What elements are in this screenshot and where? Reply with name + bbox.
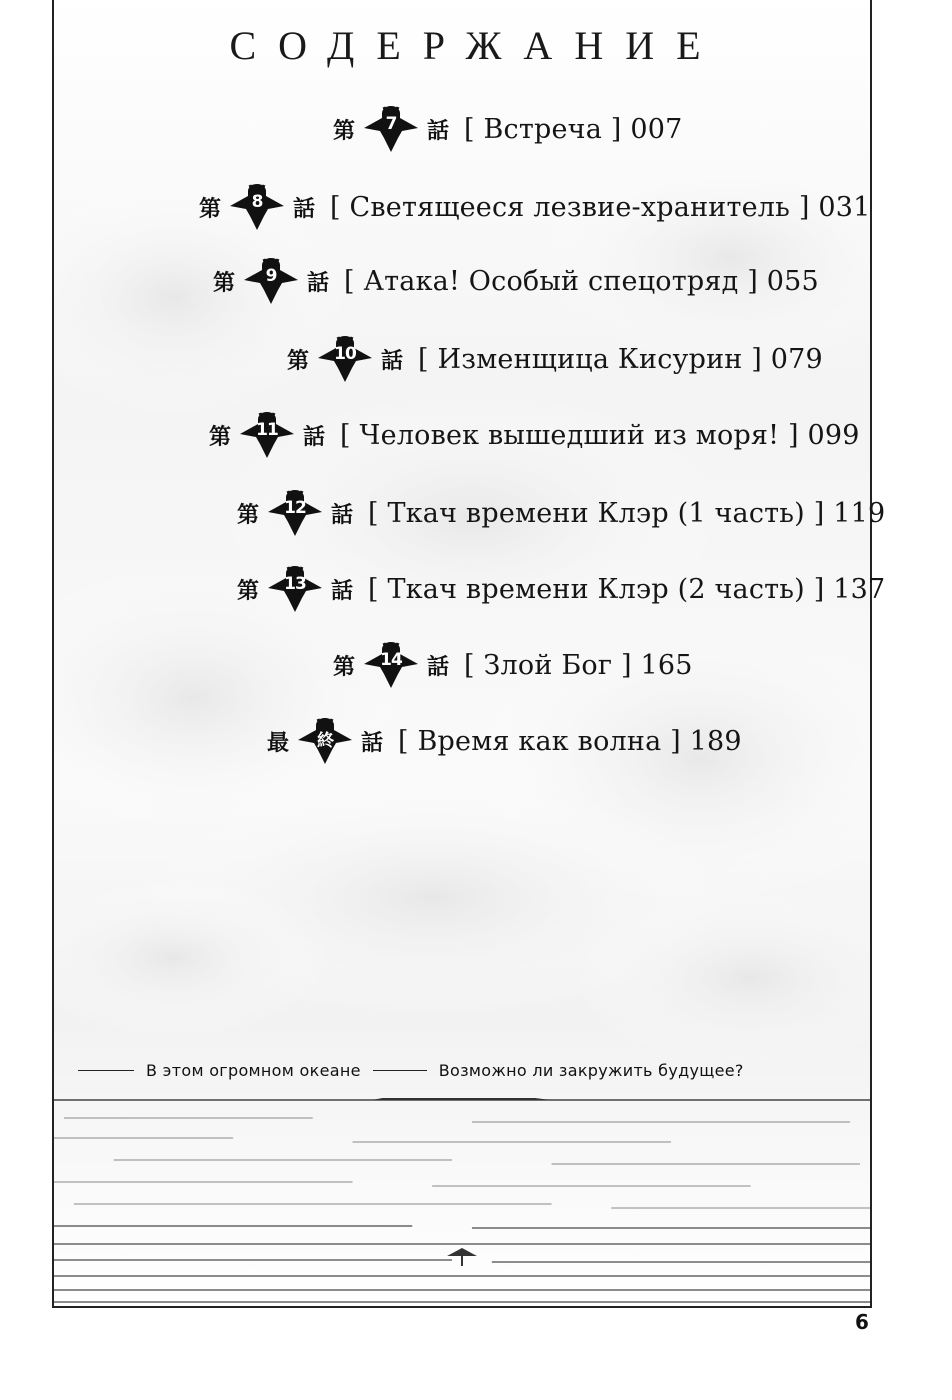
chapter-prefix: 第 xyxy=(332,654,355,680)
chapter-title: [ Атака! Особый спецотряд ] 055 xyxy=(344,265,819,297)
chapter-number: 9 xyxy=(265,266,277,286)
toc-item xyxy=(236,564,885,614)
chapter-number: 終 xyxy=(317,731,333,751)
bird-silhouette-icon xyxy=(362,640,420,690)
chapter-prefix: 第 xyxy=(236,502,259,528)
sea-horizon xyxy=(54,1098,870,1308)
chapter-title: [ Светящееся лезвие-хранитель ] 031 xyxy=(330,191,871,223)
bird-silhouette-icon xyxy=(316,334,374,384)
chapter-title: [ Время как волна ] 189 xyxy=(398,725,742,757)
bird-silhouette-icon xyxy=(228,182,286,232)
chapter-suffix: 話 xyxy=(360,730,383,756)
chapter-prefix: 第 xyxy=(212,270,235,296)
chapter-number: 13 xyxy=(284,574,306,594)
chapter-title: [ Злой Бог ] 165 xyxy=(464,649,693,681)
chapter-number: 12 xyxy=(284,498,306,518)
chapter-suffix: 話 xyxy=(292,196,315,222)
tagline-part2: Возможно ли закружить будущее? xyxy=(438,1060,744,1080)
chapter-suffix: 話 xyxy=(330,578,353,604)
bird-silhouette-icon xyxy=(238,410,296,460)
chapter-prefix: 第 xyxy=(208,424,231,450)
chapter-prefix: 最 xyxy=(266,730,289,756)
chapter-prefix: 第 xyxy=(236,578,259,604)
tagline-part1: В этом огромном океане xyxy=(146,1060,361,1080)
chapter-suffix: 話 xyxy=(306,270,329,296)
chapter-number: 10 xyxy=(334,344,356,364)
bird-silhouette-icon xyxy=(362,104,420,154)
chapter-suffix: 話 xyxy=(426,654,449,680)
page-title: СОДЕРЖАНИЕ xyxy=(229,23,723,68)
toc-item xyxy=(266,716,742,766)
chapter-title: [ Человек вышедший из моря! ] 099 xyxy=(340,419,860,451)
chapter-title: [ Изменщица Кисурин ] 079 xyxy=(418,343,823,375)
toc-item xyxy=(332,104,682,154)
page-number: 6 xyxy=(855,1310,869,1334)
chapter-number: 7 xyxy=(385,114,397,134)
chapter-number: 8 xyxy=(251,192,263,212)
bird-silhouette-icon xyxy=(266,564,324,614)
tagline xyxy=(78,1058,838,1082)
toc-item xyxy=(208,410,860,460)
chapter-title: [ Ткач времени Клэр (2 часть) ] 137 xyxy=(368,573,886,605)
chapter-prefix: 第 xyxy=(198,196,221,222)
chapter-title: [ Встреча ] 007 xyxy=(464,113,683,145)
chapter-suffix: 話 xyxy=(380,348,403,374)
toc-item xyxy=(286,334,823,384)
chapter-suffix: 話 xyxy=(426,118,449,144)
chapter-suffix: 話 xyxy=(302,424,325,450)
chapter-number: 11 xyxy=(256,420,278,440)
toc-item xyxy=(236,488,885,538)
chapter-prefix: 第 xyxy=(286,348,309,374)
bird-silhouette-icon xyxy=(296,716,354,766)
toc-item xyxy=(198,182,870,232)
bird-silhouette-icon xyxy=(242,256,300,306)
chapter-suffix: 話 xyxy=(330,502,353,528)
chapter-number: 14 xyxy=(380,650,402,670)
dash-line xyxy=(373,1070,427,1071)
cloud-background xyxy=(54,0,870,1098)
toc-item xyxy=(212,256,819,306)
bird-silhouette-icon xyxy=(266,488,324,538)
toc-item xyxy=(332,640,693,690)
chapter-prefix: 第 xyxy=(332,118,355,144)
dash-line xyxy=(78,1070,134,1071)
chapter-title: [ Ткач времени Клэр (1 часть) ] 119 xyxy=(368,497,886,529)
